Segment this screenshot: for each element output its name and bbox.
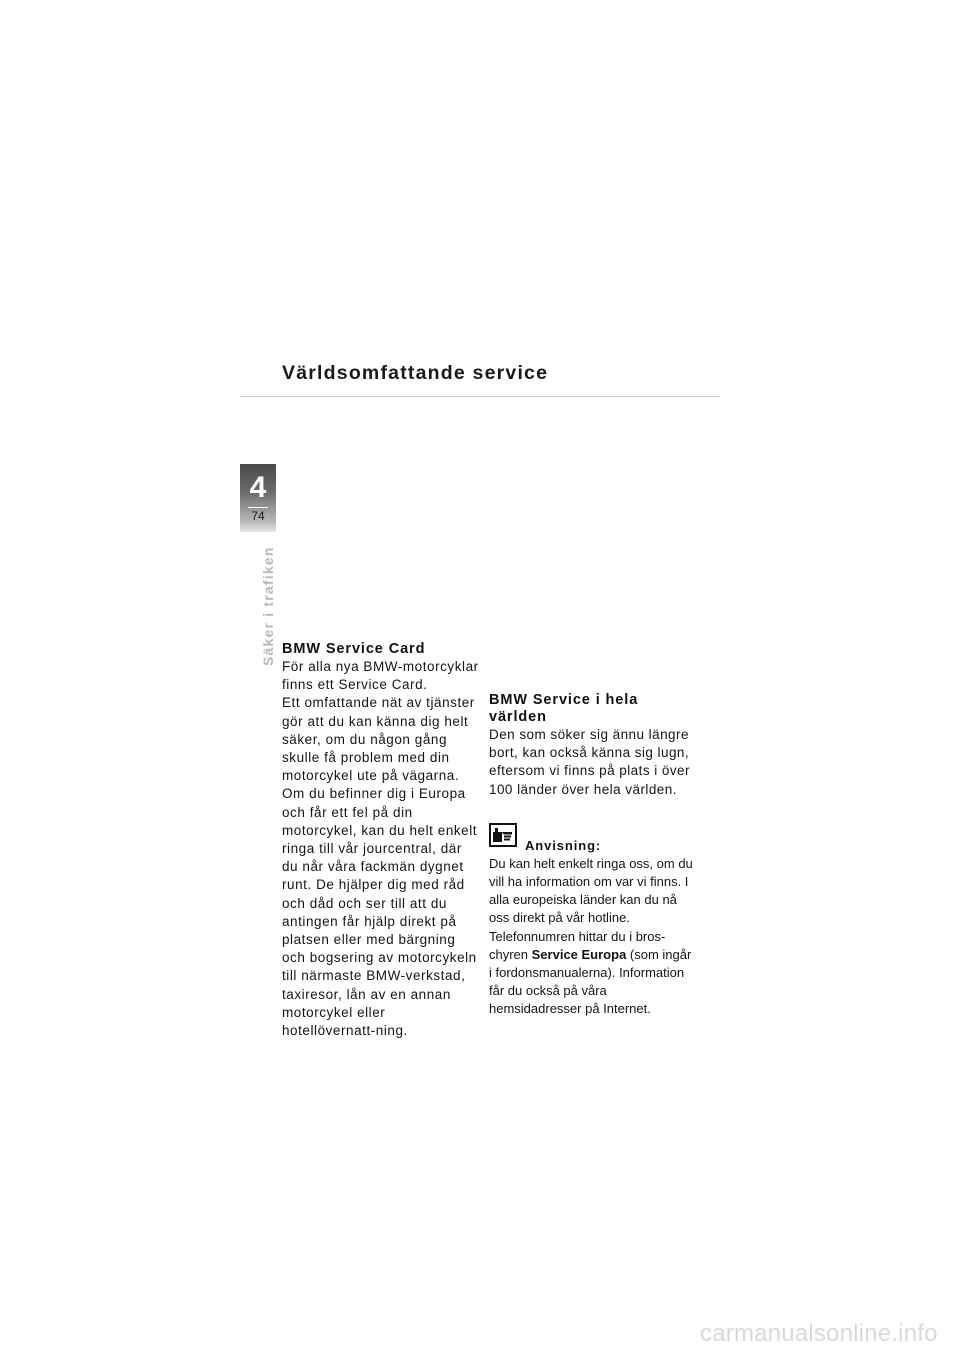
chapter-number: 4 bbox=[249, 471, 267, 504]
note-label: Anvisning: bbox=[525, 837, 602, 853]
service-card-section bbox=[282, 641, 482, 1040]
chapter-side-label: Säker i trafiken bbox=[260, 546, 276, 666]
page-title: Världsomfattande service bbox=[282, 362, 549, 384]
title-divider bbox=[240, 396, 720, 397]
service-card-heading: BMW Service Card bbox=[282, 641, 426, 657]
note-bold-text: Service Europa bbox=[531, 946, 627, 962]
worldwide-heading: BMW Service i hela världen bbox=[489, 692, 639, 725]
service-card-paragraph: För alla nya BMW-motorcyklar finns ett Service Card. bbox=[282, 659, 479, 693]
service-card-paragraph: Om du befinner dig i Europa och får ett fel på din motorcykel, kan du helt enkelt ringa till vår jourcentral, där du når våra fackmän dygnet runt. De hjälper dig med råd och dåd och ser till att du antingen får hjälp direkt på platsen eller med bärgning och bogsering av motorcykeln till närmaste BMW-verkstad, taxiresor, lån av en annan motorcykel eller hotellövernatt-ning. bbox=[282, 786, 478, 1039]
page-number: 74 bbox=[251, 509, 265, 523]
chapter-tab bbox=[240, 464, 276, 532]
note-text bbox=[489, 855, 694, 1019]
chapter-divider bbox=[248, 507, 268, 508]
watermark: carmanualsonline.info bbox=[700, 1320, 938, 1347]
service-card-paragraph: Ett omfattande nät av tjänster gör att du kan känna dig helt säker, om du någon gång skulle få problem med din motorcykel ute på vägarna. bbox=[282, 695, 475, 784]
worldwide-section bbox=[489, 692, 694, 1019]
note-text-part: Du kan helt enkelt ringa oss, om du vill ha information om var vi finns. I alla europeiska länder kan du nå oss direkt på vår hotline. Telefonnumren hittar du i bros-chyren bbox=[489, 855, 693, 962]
worldwide-paragraph: Den som söker sig ännu längre bort, kan också känna sig lugn, eftersom vi finns på plats i över 100 länder över hela världen. bbox=[489, 727, 690, 797]
note-header bbox=[489, 823, 694, 855]
note-box bbox=[489, 823, 694, 1019]
note-text-part: (som ingår i fordonsmanualerna). Information får du också på våra hemsidadresser på Internet. bbox=[489, 946, 692, 1017]
note-hand-icon bbox=[489, 823, 517, 847]
